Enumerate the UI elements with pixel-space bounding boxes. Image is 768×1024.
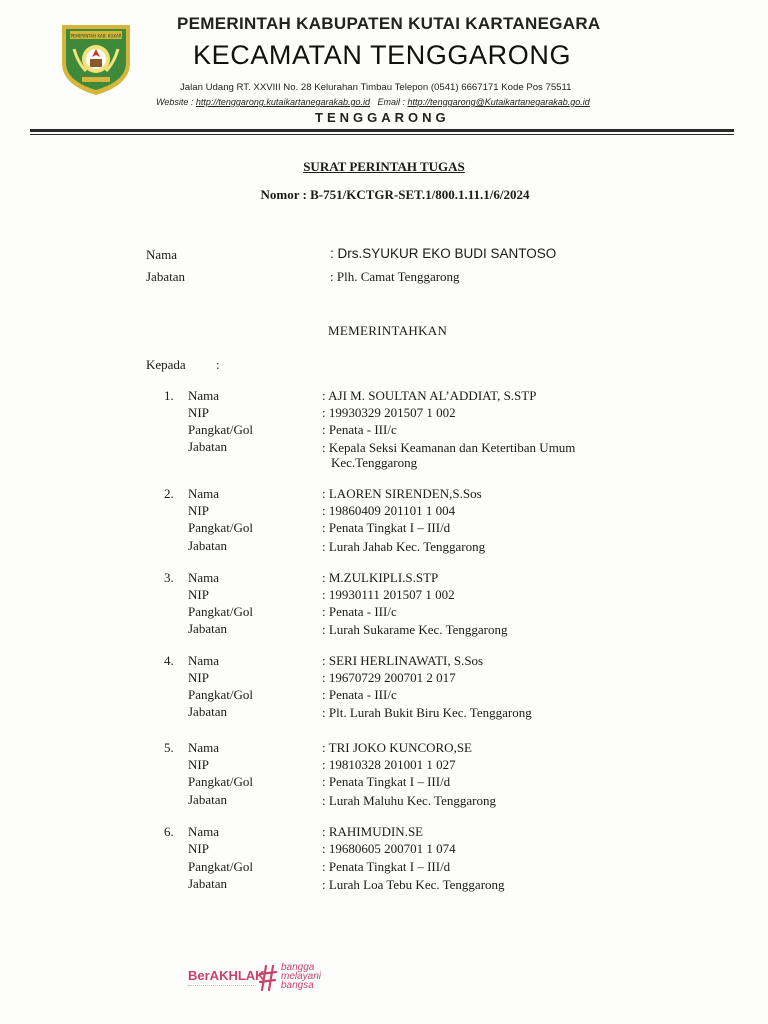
issuer-name-value: : Drs.SYUKUR EKO BUDI SANTOSO <box>330 246 557 261</box>
assignee-nip: : 19680605 200701 1 074 <box>322 841 456 856</box>
position-label: Jabatan <box>188 538 227 553</box>
name-label: Nama <box>188 740 220 755</box>
nip-label: NIP <box>188 587 209 602</box>
assignee-position: : Lurah Maluhu Kec. Tenggarong <box>322 793 496 808</box>
name-label: Nama <box>188 570 220 585</box>
issuer-position-value: : Plh. Camat Tenggarong <box>330 269 460 284</box>
assignee-number: 4. <box>164 653 174 668</box>
nip-label: NIP <box>188 405 209 420</box>
assignee-position: : Kepala Seksi Keamanan dan Ketertiban Umum <box>322 440 576 455</box>
name-label: Nama <box>188 653 220 668</box>
letter-title: SURAT PERINTAH TUGAS <box>303 159 465 174</box>
nip-label: NIP <box>188 757 209 772</box>
office-address: Jalan Udang RT. XXVIII No. 28 Kelurahan Timbau Telepon (0541) 6667171 Kode Pos 75511 <box>180 82 572 93</box>
svg-text:PEMERINTAH KAB. KUKAR: PEMERINTAH KAB. KUKAR <box>70 33 122 39</box>
nip-label: NIP <box>188 841 209 856</box>
rank-label: Pangkat/Gol <box>188 774 253 789</box>
issuer-position-label: Jabatan <box>146 269 185 284</box>
tagline-line-1: bangga <box>281 962 315 973</box>
recipient-colon: : <box>216 357 220 372</box>
government-name: PEMERINTAH KABUPATEN KUTAI KARTANEGARA <box>177 14 601 33</box>
district-name: KECAMATAN TENGGARONG <box>193 40 572 70</box>
assignee-rank: : Penata - III/c <box>322 687 397 702</box>
assignee-position: : Plt. Lurah Bukit Biru Kec. Tenggarong <box>322 705 532 720</box>
tagline-line-2: melayani <box>281 971 322 982</box>
email-link[interactable]: http://tenggarong@Kutaikartanegarakab.go.id <box>407 97 590 107</box>
assignee-number: 1. <box>164 388 174 403</box>
header-divider-thin <box>30 134 734 135</box>
email-label: Email : <box>377 97 406 107</box>
assignee-position: : Lurah Sukarame Kec. Tenggarong <box>322 622 508 637</box>
letter-number: Nomor : B-751/KCTGR-SET.1/800.1.11.1/6/2024 <box>260 187 530 202</box>
assignee-name: : TRI JOKO KUNCORO,SE <box>322 740 472 755</box>
rank-label: Pangkat/Gol <box>188 687 253 702</box>
assignee-number: 2. <box>164 486 174 501</box>
town-name: TENGGARONG <box>315 110 450 125</box>
assignee-rank: : Penata Tingkat I – III/d <box>322 774 451 789</box>
header-divider-thick <box>30 129 734 132</box>
regency-emblem-logo <box>56 19 136 97</box>
assignee-number: 5. <box>164 740 174 755</box>
nip-label: NIP <box>188 503 209 518</box>
rank-label: Pangkat/Gol <box>188 520 253 535</box>
hashtag-icon <box>259 965 277 991</box>
assignee-block <box>0 486 768 576</box>
assignee-rank: : Penata - III/c <box>322 604 397 619</box>
assignee-rank: : Penata - III/c <box>322 422 397 437</box>
assignee-block <box>0 824 768 914</box>
berakhlak-logo-text: BerAKHLAK <box>188 968 265 983</box>
assignee-position: : Lurah Loa Tebu Kec. Tenggarong <box>322 877 505 892</box>
website-link[interactable]: http://tenggarong.kutaikartanegarakab.go.id <box>195 97 370 107</box>
assignee-position-continued: Kec.Tenggarong <box>331 455 418 470</box>
position-label: Jabatan <box>188 621 227 636</box>
assignee-name: : M.ZULKIPLI.S.STP <box>322 570 439 585</box>
position-label: Jabatan <box>188 792 227 807</box>
assignee-name: : SERI HERLINAWATI, S.Sos <box>322 653 484 668</box>
assignee-block <box>0 740 768 830</box>
position-label: Jabatan <box>188 439 227 454</box>
order-heading: MEMERINTAHKAN <box>328 323 448 338</box>
assignee-block <box>0 570 768 660</box>
assignee-nip: : 19670729 200701 2 017 <box>322 670 456 685</box>
rank-label: Pangkat/Gol <box>188 604 253 619</box>
assignee-block <box>0 388 768 478</box>
assignee-nip: : 19930111 201507 1 002 <box>322 587 455 602</box>
rank-label: Pangkat/Gol <box>188 422 253 437</box>
assignee-nip: : 19930329 201507 1 002 <box>322 405 456 420</box>
name-label: Nama <box>188 824 220 839</box>
name-label: Nama <box>188 486 220 501</box>
tagline-line-3: bangsa <box>281 980 314 991</box>
assignee-name: : LAOREN SIRENDEN,S.Sos <box>322 486 482 501</box>
berakhlak-underline <box>188 985 256 989</box>
recipient-label: Kepada <box>146 357 186 372</box>
assignee-position: : Lurah Jahab Kec. Tenggarong <box>322 539 486 554</box>
assignee-nip: : 19860409 201101 1 004 <box>322 503 456 518</box>
assignee-number: 3. <box>164 570 174 585</box>
assignee-rank: : Penata Tingkat I – III/d <box>322 520 451 535</box>
website-label: Website : <box>156 97 194 107</box>
berakhlak-badge <box>188 963 368 997</box>
assignee-name: : RAHIMUDIN.SE <box>322 824 424 839</box>
bangga-melayani-tagline <box>281 963 321 990</box>
nip-label: NIP <box>188 670 209 685</box>
assignee-name: : AJI M. SOULTAN AL’ADDIAT, S.STP <box>322 388 537 403</box>
name-label: Nama <box>188 388 220 403</box>
rank-label: Pangkat/Gol <box>188 859 253 874</box>
assignee-number: 6. <box>164 824 174 839</box>
issuer-name-label: Nama <box>146 247 178 262</box>
position-label: Jabatan <box>188 876 227 891</box>
assignee-rank: : Penata Tingkat I – III/d <box>322 859 451 874</box>
position-label: Jabatan <box>188 704 227 719</box>
assignee-nip: : 19810328 201001 1 027 <box>322 757 456 772</box>
assignee-block <box>0 653 768 743</box>
contact-line <box>156 97 590 107</box>
